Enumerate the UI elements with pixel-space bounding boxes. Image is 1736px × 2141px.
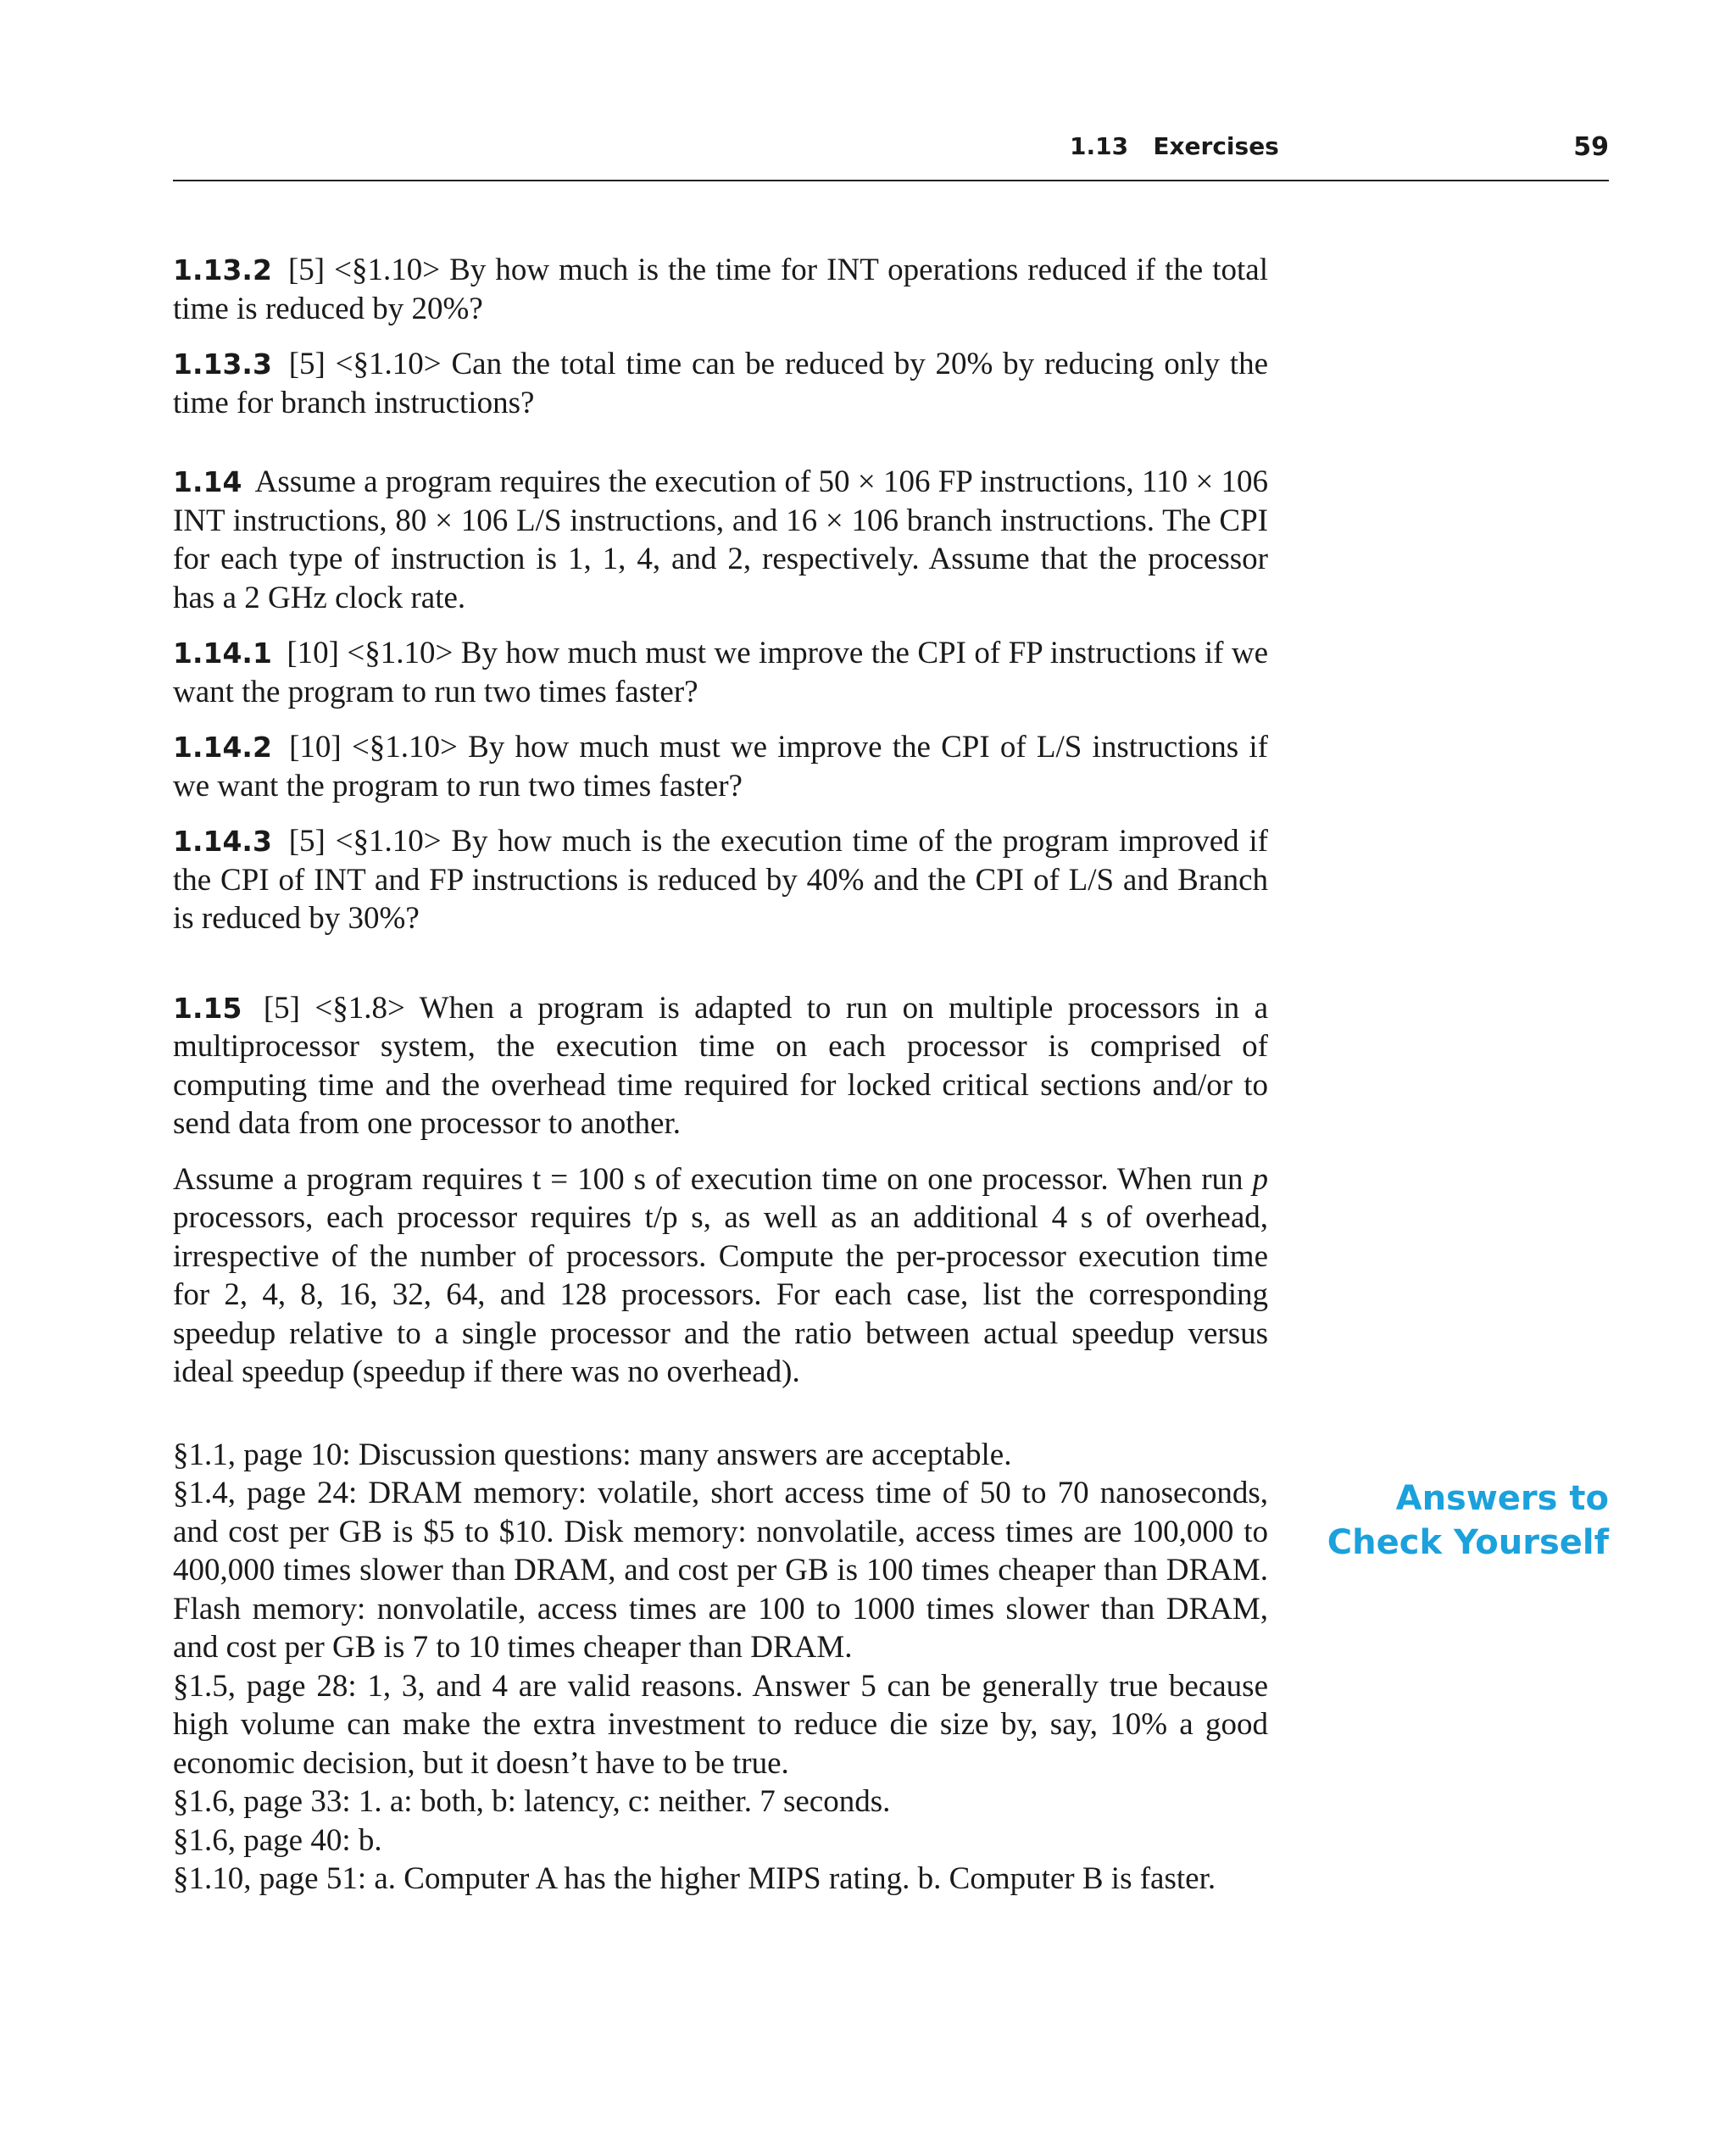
exercise-number: 1.14.1	[173, 637, 272, 670]
paragraph-text: Assume a program requires t = 100 s of execution time on one processor. When run	[173, 1161, 1253, 1197]
header-section-title: Exercises	[1153, 132, 1279, 160]
exercise-1-14-2	[173, 728, 1268, 805]
answer-item: §1.6, page 40: b.	[173, 1822, 382, 1858]
exercise-number: 1.14.3	[173, 825, 272, 858]
exercise-number: 1.14	[173, 465, 242, 498]
answer-item: §1.6, page 33: 1. a: both, b: latency, c: neither. 7 seconds.	[173, 1784, 891, 1819]
exercise-text: [5] <§1.10> Can the total time can be reduced by 20% by reducing only the time for branch instructions?	[173, 347, 1269, 420]
exercise-text: [10] <§1.10> By how much must we improve the CPI of L/S instructions if we want the program to run two times faster?	[173, 730, 1268, 804]
variable-p: p	[1252, 1161, 1268, 1197]
exercise-1-14-1	[173, 634, 1268, 711]
exercise-text: [10] <§1.10> By how much must we improve the CPI of FP instructions if we want the program to run two times faster?	[173, 636, 1269, 709]
answer-item: §1.5, page 28: 1, 3, and 4 are valid reasons. Answer 5 can be generally true because high volume can make the extra investment to reduce die size by, say, 10% a good economic decision, but it doesn’t have to be true.	[173, 1668, 1268, 1781]
answer-item: §1.1, page 10: Discussion questions: many answers are acceptable.	[173, 1437, 1012, 1472]
exercise-1-15-paragraph-2	[173, 1160, 1268, 1392]
sidebar-line: Check Yourself	[1327, 1523, 1609, 1562]
exercise-number: 1.13.2	[173, 253, 272, 286]
exercise-number: 1.15	[173, 991, 242, 1025]
exercise-1-13-3	[173, 345, 1268, 422]
sidebar-line: Answers to	[1395, 1479, 1609, 1518]
page-number: 59	[1573, 132, 1609, 162]
header-section-number: 1.13	[1070, 132, 1129, 160]
answers-sidebar-heading	[1327, 1476, 1609, 1565]
paragraph-text: processors, each processor requires t/p s, as well as an additional 4 s of overhead, irrespective of the number of processors. Compute the per-processor execution time for 2, 4, 8, 16, 32, 64, and 128 processors. For each case, list the corresponding speedup relative to a single processor and the ratio between actual speedup versus ideal speedup (speedup if there was no overhead).	[173, 1200, 1268, 1389]
exercise-text: Assume a program requires the execution of 50 × 106 FP instructions, 110 × 106 INT instructions, 80 × 106 L/S instructions, and 16 × 106 branch instructions. The CPI for each type of instruction is 1, 1, 4, and 2, respectively. Assume that the processor has a 2 GHz clock rate.	[173, 464, 1268, 615]
answer-item: §1.4, page 24: DRAM memory: volatile, short access time of 50 to 70 nanoseconds, and cost per GB is $5 to $10. Disk memory: nonvolatile, access times are 100,000 to 400,000 times slower than DRAM, and cost per GB is 100 times cheaper than DRAM. Flash memory: nonvolatile, access times are 100 to 1000 times slower than DRAM, and cost per GB is 7 to 10 times cheaper than DRAM.	[173, 1476, 1268, 1665]
exercise-1-15	[173, 989, 1268, 1143]
exercise-1-13-2	[173, 251, 1268, 328]
header-title	[1070, 132, 1279, 160]
exercise-text: [5] <§1.10> By how much is the time for INT operations reduced if the total time is reduced by 20%?	[173, 253, 1269, 326]
exercise-text: [5] <§1.10> By how much is the execution time of the program improved if the CPI of INT and FP instructions is reduced by 40% and the CPI of L/S and Branch is reduced by 30%?	[173, 824, 1269, 936]
running-header	[173, 129, 1609, 181]
exercise-1-14	[173, 463, 1268, 617]
exercise-text: [5] <§1.8> When a program is adapted to run on multiple processors in a multiprocessor system, the execution time on each processor is comprised of computing time and the overhead time required for locked critical sections and/or to send data from one processor to another.	[173, 990, 1269, 1141]
exercise-number: 1.14.2	[173, 731, 272, 764]
answer-item: §1.10, page 51: a. Computer A has the higher MIPS rating. b. Computer B is faster.	[173, 1861, 1216, 1896]
page-body	[173, 251, 1268, 1899]
exercise-1-14-3	[173, 822, 1268, 938]
check-yourself-answers	[173, 1436, 1268, 1899]
exercise-number: 1.13.3	[173, 348, 272, 381]
